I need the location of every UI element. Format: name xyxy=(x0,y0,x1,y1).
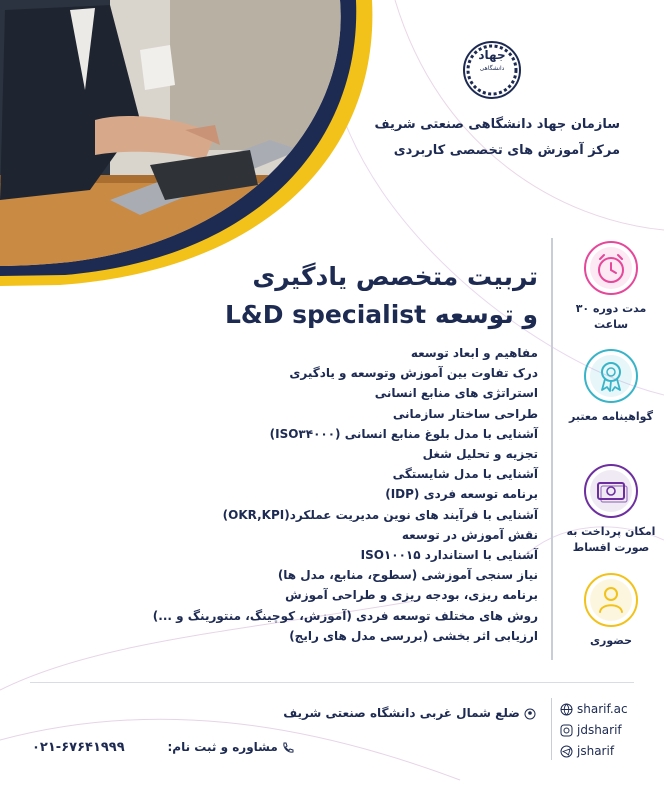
telegram-link[interactable] xyxy=(560,744,660,758)
phone-icon xyxy=(282,742,294,754)
topic-item: برنامه ریزی، بودجه ریزی و طراحی آموزش xyxy=(285,588,538,603)
address-text: ضلع شمال غربی دانشگاه صنعتی شریف xyxy=(283,706,520,720)
telegram-icon xyxy=(560,745,573,758)
feature-duration-label: مدت دوره ۳۰ ساعت xyxy=(575,302,647,331)
org-line-2: مرکز آموزش های تخصصی کاربردی xyxy=(393,143,620,158)
footer-divider xyxy=(30,682,634,683)
course-title xyxy=(138,258,538,334)
feature-certificate-label: گواهینامه معتبر xyxy=(569,410,653,423)
logo-text: جهاد xyxy=(478,48,506,62)
phone-label xyxy=(168,740,295,754)
phone-label-text: مشاوره و ثبت نام: xyxy=(167,740,278,754)
organization-name xyxy=(300,112,620,164)
instagram-link[interactable] xyxy=(560,723,660,737)
topic-item: نیاز سنجی آموزشی (سطوح، منابع، مدل ها) xyxy=(277,568,538,583)
topic-item: آشنایی با استاندارد ISO۱۰۰۱۵ xyxy=(360,548,538,563)
instagram-icon xyxy=(560,724,573,737)
topic-item: آشنایی با مدل شایستگی xyxy=(392,467,538,482)
feature-duration xyxy=(566,240,656,333)
alarm-clock-icon xyxy=(583,240,639,296)
person-icon xyxy=(583,572,639,628)
feature-in-person xyxy=(566,572,656,649)
website-link[interactable] xyxy=(560,702,660,716)
logo-subtext: دانشگاهی xyxy=(479,65,505,72)
address xyxy=(283,706,536,720)
topic-item: درک تفاوت بین آموزش وتوسعه و یادگیری xyxy=(289,366,538,381)
topic-item: ارزیابی اثر بخشی (بررسی مدل های رایج) xyxy=(289,628,538,643)
money-bill-icon xyxy=(583,463,639,519)
phone-number[interactable]: ۰۲۱-۶۷۶۴۱۹۹۹ xyxy=(32,740,125,755)
org-line-1: سازمان جهاد دانشگاهی صنعتی شریف xyxy=(374,117,620,132)
topic-item: نقش آموزش در توسعه xyxy=(401,527,538,542)
course-title-line-1: تربیت متخصص یادگیری xyxy=(252,262,538,291)
telegram-text: jsharif xyxy=(577,744,615,758)
globe-icon xyxy=(560,703,573,716)
location-pin-icon xyxy=(524,708,536,720)
features-divider xyxy=(551,238,553,660)
topic-item: برنامه توسعه فردی (IDP) xyxy=(385,487,538,502)
topic-item: استراتژی های منابع انسانی xyxy=(374,386,538,401)
topics-list xyxy=(98,343,538,646)
instagram-text: jdsharif xyxy=(577,723,622,737)
topic-item: مفاهیم و ابعاد توسعه xyxy=(410,346,538,360)
topic-item: آشنایی با مدل بلوغ منابع انسانی (ISO۳۴۰۰۰) xyxy=(269,426,538,441)
course-title-line-2: و توسعه L&D specialist xyxy=(224,300,538,329)
topic-item: آشنایی با فرآیند های نوین مدیریت عملکرد(OKR,KPI) xyxy=(222,507,538,522)
topic-item: روش های مختلف توسعه فردی (آموزش، کوچینگ، منتورینگ و ...) xyxy=(152,608,538,623)
feature-installments xyxy=(566,463,656,556)
feature-certificate xyxy=(566,348,656,425)
feature-in-person-label: حضوری xyxy=(589,634,633,647)
feature-installments-label: امکان پرداخت به صورت اقساط xyxy=(566,525,656,554)
website-text: sharif.ac xyxy=(577,702,628,716)
award-badge-icon xyxy=(583,348,639,404)
topic-item: تجزیه و تحلیل شغل xyxy=(422,447,538,462)
contact-divider xyxy=(551,698,552,760)
topic-item: طراحی ساختار سازمانی xyxy=(392,406,538,421)
